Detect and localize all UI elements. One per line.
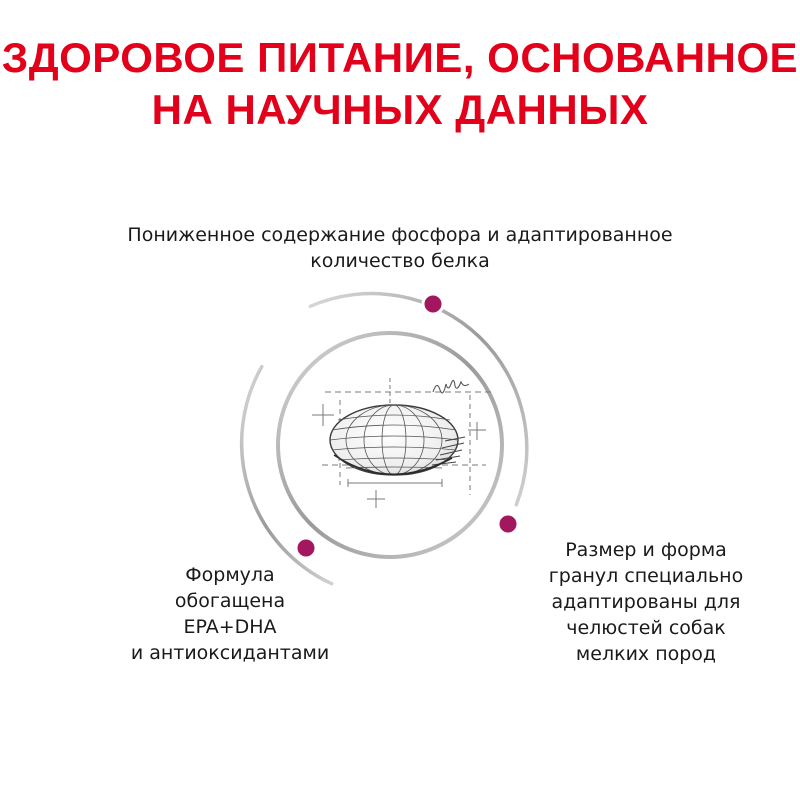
- sketch-signature: [433, 380, 469, 392]
- feature-right-line-4: челюстей собак: [566, 617, 726, 639]
- kibble-diagram-svg: [230, 280, 550, 600]
- feature-top-line-2: количество белка: [310, 250, 490, 272]
- feature-right-line-1: Размер и форма: [565, 539, 727, 561]
- title-line-2: НА НАУЧНЫХ ДАННЫХ: [151, 86, 649, 133]
- title-line-1: ЗДОРОВОЕ ПИТАНИЕ, ОСНОВАННОЕ: [1, 34, 799, 81]
- feature-left-line-1: Формула: [185, 564, 275, 586]
- feature-epa-dha: [120, 562, 340, 666]
- page-title: [0, 32, 800, 136]
- dot-marker-icon-right: [498, 514, 518, 534]
- feature-right-line-3: адаптированы для: [551, 591, 741, 613]
- feature-kibble-size: [520, 537, 772, 667]
- feature-phosphorus-protein: [100, 222, 700, 274]
- feature-top-line-1: Пониженное содержание фосфора и адаптированное: [127, 224, 673, 246]
- feature-left-line-3: EPA+DHA: [183, 616, 277, 638]
- feature-right-line-5: мелких пород: [575, 643, 717, 665]
- feature-left-line-4: и антиоксидантами: [130, 642, 330, 664]
- feature-right-line-2: гранул специально: [548, 565, 744, 587]
- dot-marker-icon-left: [296, 538, 316, 558]
- feature-left-line-2: обогащена: [174, 590, 286, 612]
- dot-marker-icon-top: [423, 294, 443, 314]
- kibble-diagram: [230, 280, 550, 600]
